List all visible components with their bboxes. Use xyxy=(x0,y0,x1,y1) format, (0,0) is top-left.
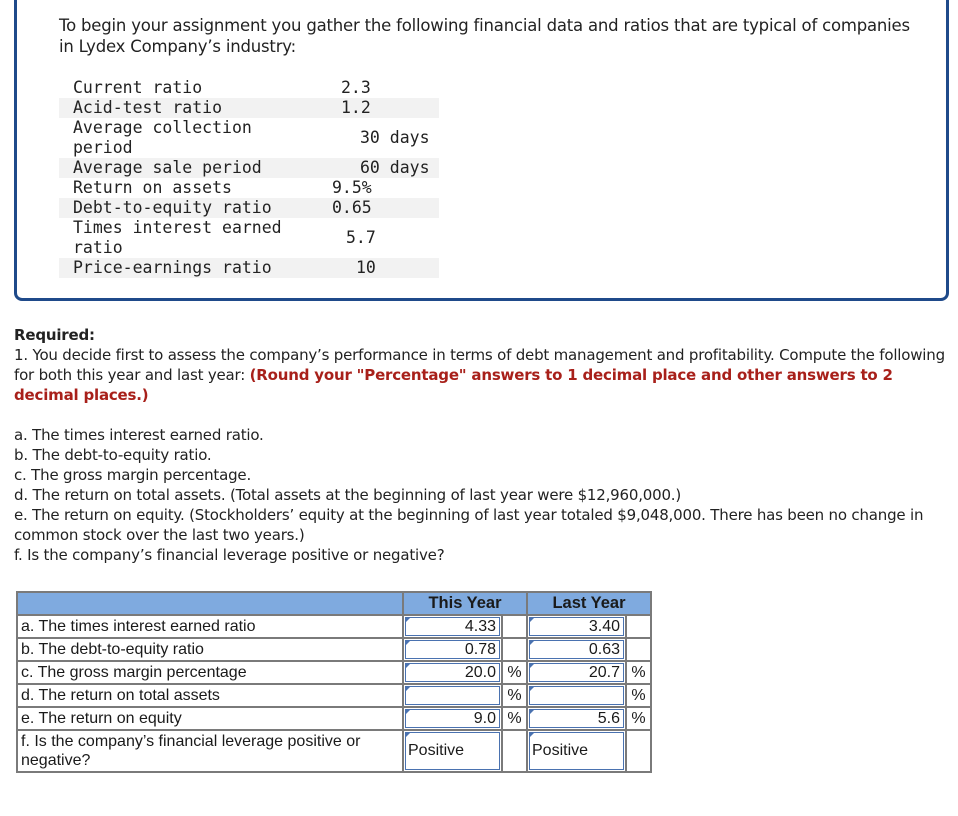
this-year-input[interactable]: 20.0 xyxy=(405,663,500,682)
intro-text: To begin your assignment you gather the following financial data and ratios that are typical of companies in Lydex Company’s industry: xyxy=(59,16,910,56)
ratio-label: Return on assets xyxy=(73,178,232,197)
ratio-label: Average collection period xyxy=(73,118,252,157)
answer-row xyxy=(17,638,651,661)
last-year-unit: % xyxy=(626,684,651,707)
required-section xyxy=(14,325,949,405)
ratio-value: 0.65 xyxy=(332,198,372,217)
part-d: d. The return on total assets. (Total assets at the beginning of last year were $12,960,000.) xyxy=(14,486,682,504)
this-year-input[interactable]: 9.0 xyxy=(405,709,500,728)
last-year-input[interactable] xyxy=(529,686,624,705)
ratio-value: 9.5% xyxy=(332,178,372,197)
ratio-value: 2.3 xyxy=(341,78,371,97)
ratio-label: Times interest earned ratio xyxy=(73,218,282,257)
part-c: c. The gross margin percentage. xyxy=(14,466,252,484)
ratio-row xyxy=(59,198,439,218)
answer-row xyxy=(17,661,651,684)
required-heading: Required: xyxy=(14,326,95,344)
ratio-label: Price-earnings ratio xyxy=(59,258,313,278)
row-label: c. The gross margin percentage xyxy=(17,661,403,684)
row-label: e. The return on equity xyxy=(17,707,403,730)
row-label: b. The debt-to-equity ratio xyxy=(17,638,403,661)
header-last-year: Last Year xyxy=(527,592,651,615)
part-a: a. The times interest earned ratio. xyxy=(14,426,264,444)
ratio-label: Current ratio xyxy=(73,78,203,97)
row-label: f. Is the company’s financial leverage positive or negative? xyxy=(17,730,403,772)
ratio-row xyxy=(59,178,439,198)
last-year-input[interactable]: 5.6 xyxy=(529,709,624,728)
answer-row xyxy=(17,615,651,638)
ratio-row xyxy=(59,98,439,118)
required-text: 1. You decide first to assess the company’s performance in terms of debt management and profitability. Compute the following for both this year and last year: (Round your "Percentage" answers to 1 decimal place and other answers to 2 decimal places.) xyxy=(14,346,945,404)
last-year-input[interactable]: 20.7 xyxy=(529,663,624,682)
last-year-unit xyxy=(626,615,651,638)
ratio-row xyxy=(59,218,439,258)
this-year-input[interactable] xyxy=(405,686,500,705)
last-year-input[interactable]: 0.63 xyxy=(529,640,624,659)
industry-ratios-table xyxy=(59,78,439,278)
part-b: b. The debt-to-equity ratio. xyxy=(14,446,212,464)
this-year-unit xyxy=(502,730,527,772)
parts-list xyxy=(14,425,949,565)
part-e: e. The return on equity. (Stockholders’ equity at the beginning of last year totaled $9,048,000. There has been no change in common stock over the last two years.) xyxy=(14,506,924,544)
header-this-year: This Year xyxy=(403,592,527,615)
ratio-label: Average sale period xyxy=(59,158,313,178)
answer-row xyxy=(17,730,651,772)
part-f: f. Is the company’s financial leverage positive or negative? xyxy=(14,546,445,564)
last-year-input[interactable]: 3.40 xyxy=(529,617,624,636)
this-year-input[interactable]: 4.33 xyxy=(405,617,500,636)
ratio-value: 5.7 xyxy=(346,228,376,247)
row-label: a. The times interest earned ratio xyxy=(17,615,403,638)
this-year-select[interactable]: Positive xyxy=(405,732,500,770)
last-year-unit: % xyxy=(626,661,651,684)
rounding-instruction: (Round your "Percentage" answers to 1 decimal place and other answers to 2 decimal places.) xyxy=(14,366,893,404)
ratio-value: 10 xyxy=(356,258,376,277)
row-label: d. The return on total assets xyxy=(17,684,403,707)
ratio-row xyxy=(59,158,439,178)
this-year-unit: % xyxy=(502,684,527,707)
ratio-label: Acid-test ratio xyxy=(59,98,313,118)
ratio-label: Debt-to-equity ratio xyxy=(59,198,313,218)
answer-row xyxy=(17,684,651,707)
ratio-value: 60 days xyxy=(360,158,430,177)
ratio-value: 1.2 xyxy=(341,98,371,117)
answer-table xyxy=(16,591,652,773)
this-year-unit xyxy=(502,615,527,638)
answer-header-row xyxy=(17,592,651,615)
answer-row xyxy=(17,707,651,730)
ratio-value: 30 days xyxy=(360,128,430,147)
this-year-unit: % xyxy=(502,707,527,730)
ratio-row xyxy=(59,258,439,278)
header-label xyxy=(17,592,403,615)
ratio-row xyxy=(59,78,439,98)
ratio-row xyxy=(59,118,439,158)
this-year-unit xyxy=(502,638,527,661)
last-year-unit xyxy=(626,638,651,661)
last-year-unit xyxy=(626,730,651,772)
last-year-select[interactable]: Positive xyxy=(529,732,624,770)
this-year-unit: % xyxy=(502,661,527,684)
this-year-input[interactable]: 0.78 xyxy=(405,640,500,659)
last-year-unit: % xyxy=(626,707,651,730)
